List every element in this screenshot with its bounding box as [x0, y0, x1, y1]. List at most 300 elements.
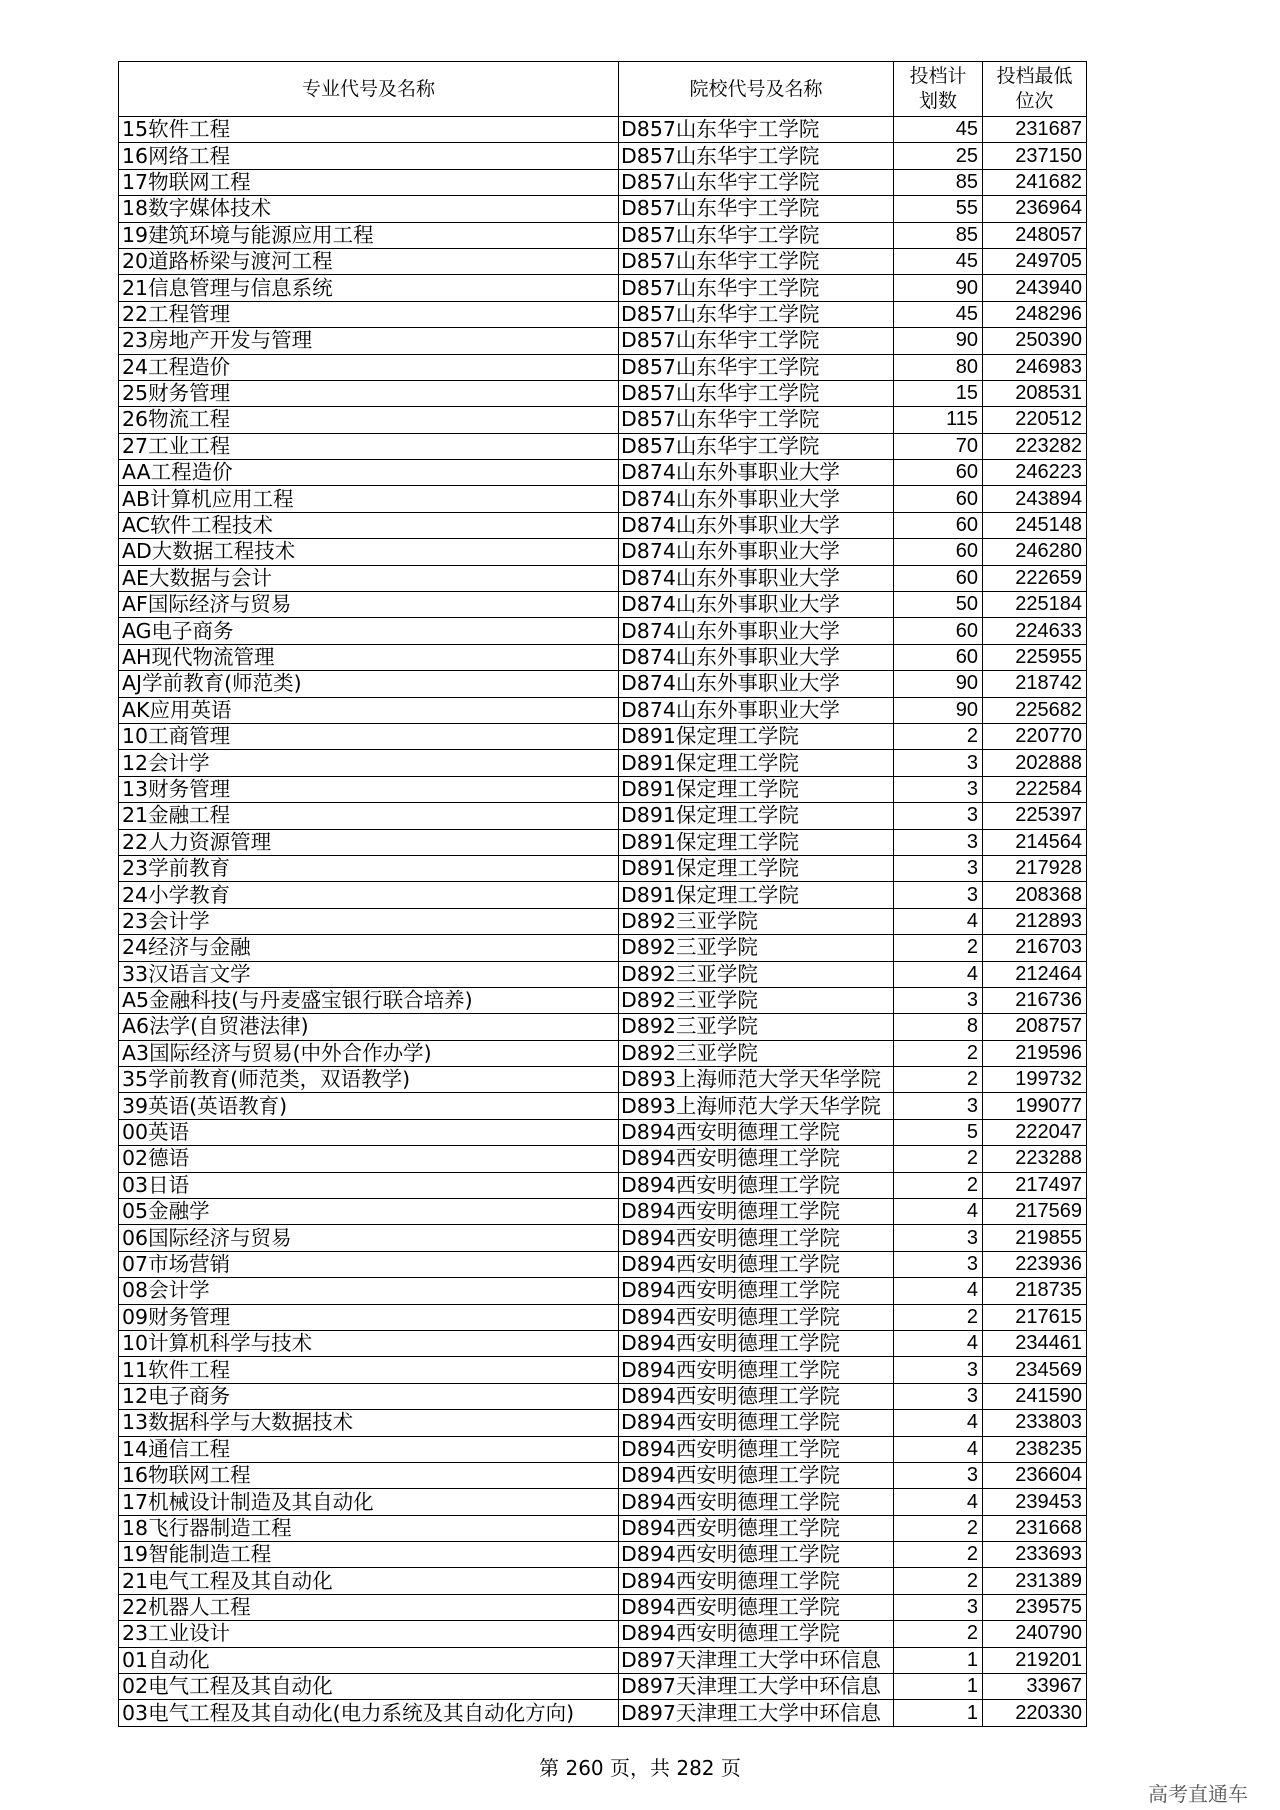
min-rank-cell: 220770 — [983, 723, 1087, 749]
table-row — [119, 1278, 1087, 1304]
major-cell: 23房地产开发与管理 — [119, 328, 619, 354]
table-row — [119, 433, 1087, 459]
min-rank-cell: 225184 — [983, 592, 1087, 618]
major-cell: 24经济与金融 — [119, 935, 619, 961]
table-row — [119, 1674, 1087, 1700]
major-cell: A6法学(自贸港法律) — [119, 1014, 619, 1040]
min-rank-cell: 236964 — [983, 196, 1087, 222]
school-cell: D894西安明德理工学院 — [619, 1436, 894, 1462]
min-rank-cell: 237150 — [983, 143, 1087, 169]
table-row — [119, 380, 1087, 406]
table-row — [119, 1251, 1087, 1277]
major-cell: 19建筑环境与能源应用工程 — [119, 222, 619, 248]
plan-count-cell: 3 — [894, 803, 983, 829]
table-row — [119, 1594, 1087, 1620]
major-cell: 23工业设计 — [119, 1621, 619, 1647]
table-row — [119, 1410, 1087, 1436]
table-row — [119, 460, 1087, 486]
min-rank-cell: 243940 — [983, 275, 1087, 301]
table-row — [119, 1172, 1087, 1198]
min-rank-cell: 214564 — [983, 829, 1087, 855]
major-cell: 23会计学 — [119, 908, 619, 934]
major-cell: A5金融科技(与丹麦盛宝银行联合培养) — [119, 987, 619, 1013]
table-row — [119, 169, 1087, 195]
min-rank-cell: 219855 — [983, 1225, 1087, 1251]
plan-count-cell: 3 — [894, 750, 983, 776]
plan-count-cell: 2 — [894, 1067, 983, 1093]
plan-count-cell: 45 — [894, 248, 983, 274]
school-cell: D857山东华宇工学院 — [619, 169, 894, 195]
major-cell: 17物联网工程 — [119, 169, 619, 195]
table-row — [119, 803, 1087, 829]
min-rank-cell: 212464 — [983, 961, 1087, 987]
school-cell: D857山东华宇工学院 — [619, 433, 894, 459]
school-cell: D891保定理工学院 — [619, 882, 894, 908]
major-cell: 24工程造价 — [119, 354, 619, 380]
plan-count-cell: 70 — [894, 433, 983, 459]
plan-count-cell: 2 — [894, 935, 983, 961]
min-rank-cell: 238235 — [983, 1436, 1087, 1462]
min-rank-cell: 231668 — [983, 1515, 1087, 1541]
major-cell: 21信息管理与信息系统 — [119, 275, 619, 301]
school-cell: D894西安明德理工学院 — [619, 1489, 894, 1515]
major-cell: 03日语 — [119, 1172, 619, 1198]
major-cell: 20道路桥梁与渡河工程 — [119, 248, 619, 274]
table-row — [119, 1489, 1087, 1515]
table-row — [119, 1146, 1087, 1172]
major-cell: 12电子商务 — [119, 1383, 619, 1409]
school-cell: D894西安明德理工学院 — [619, 1225, 894, 1251]
table-row — [119, 248, 1087, 274]
table-row — [119, 512, 1087, 538]
plan-count-cell: 80 — [894, 354, 983, 380]
plan-count-cell: 4 — [894, 1489, 983, 1515]
table-row — [119, 354, 1087, 380]
table-row — [119, 1093, 1087, 1119]
school-cell: D894西安明德理工学院 — [619, 1410, 894, 1436]
table-row — [119, 117, 1087, 143]
major-cell: AD大数据工程技术 — [119, 539, 619, 565]
table-row — [119, 1014, 1087, 1040]
table-row — [119, 1199, 1087, 1225]
major-cell: 22工程管理 — [119, 301, 619, 327]
table-row — [119, 829, 1087, 855]
admission-table — [118, 61, 1087, 1727]
table-row — [119, 1515, 1087, 1541]
major-cell: 39英语(英语教育) — [119, 1093, 619, 1119]
school-cell: D857山东华宇工学院 — [619, 407, 894, 433]
major-cell: 06国际经济与贸易 — [119, 1225, 619, 1251]
major-cell: 14通信工程 — [119, 1436, 619, 1462]
min-rank-cell: 218735 — [983, 1278, 1087, 1304]
table-row — [119, 539, 1087, 565]
min-rank-cell: 246983 — [983, 354, 1087, 380]
plan-count-cell: 4 — [894, 1199, 983, 1225]
school-cell: D891保定理工学院 — [619, 750, 894, 776]
major-cell: AF国际经济与贸易 — [119, 592, 619, 618]
table-row — [119, 723, 1087, 749]
min-rank-cell: 239575 — [983, 1594, 1087, 1620]
plan-count-cell: 2 — [894, 1515, 983, 1541]
min-rank-cell: 240790 — [983, 1621, 1087, 1647]
plan-count-cell: 1 — [894, 1700, 983, 1726]
plan-count-cell: 3 — [894, 829, 983, 855]
major-cell: 21金融工程 — [119, 803, 619, 829]
school-cell: D897天津理工大学中环信息 — [619, 1700, 894, 1726]
plan-count-cell: 3 — [894, 776, 983, 802]
table-row — [119, 644, 1087, 670]
school-cell: D857山东华宇工学院 — [619, 275, 894, 301]
header-major: 专业代号及名称 — [119, 62, 619, 117]
school-cell: D857山东华宇工学院 — [619, 248, 894, 274]
plan-count-cell: 4 — [894, 1330, 983, 1356]
major-cell: AB计算机应用工程 — [119, 486, 619, 512]
min-rank-cell: 218742 — [983, 671, 1087, 697]
table-row — [119, 565, 1087, 591]
major-cell: AE大数据与会计 — [119, 565, 619, 591]
table-row — [119, 750, 1087, 776]
header-plan-count: 投档计 划数 — [894, 62, 983, 117]
school-cell: D857山东华宇工学院 — [619, 380, 894, 406]
table-row — [119, 1568, 1087, 1594]
major-cell: 17机械设计制造及其自动化 — [119, 1489, 619, 1515]
plan-count-cell: 8 — [894, 1014, 983, 1040]
school-cell: D892三亚学院 — [619, 935, 894, 961]
min-rank-cell: 217497 — [983, 1172, 1087, 1198]
min-rank-cell: 208531 — [983, 380, 1087, 406]
plan-count-cell: 90 — [894, 328, 983, 354]
school-cell: D857山东华宇工学院 — [619, 328, 894, 354]
school-cell: D891保定理工学院 — [619, 855, 894, 881]
table-row — [119, 407, 1087, 433]
min-rank-cell: 224633 — [983, 618, 1087, 644]
table-row — [119, 855, 1087, 881]
plan-count-cell: 4 — [894, 961, 983, 987]
major-cell: 19智能制造工程 — [119, 1542, 619, 1568]
plan-count-cell: 60 — [894, 512, 983, 538]
min-rank-cell: 202888 — [983, 750, 1087, 776]
plan-count-cell: 3 — [894, 987, 983, 1013]
plan-count-cell: 45 — [894, 301, 983, 327]
major-cell: 11软件工程 — [119, 1357, 619, 1383]
major-cell: 01自动化 — [119, 1647, 619, 1673]
min-rank-cell: 33967 — [983, 1674, 1087, 1700]
major-cell: 12会计学 — [119, 750, 619, 776]
plan-count-cell: 3 — [894, 882, 983, 908]
min-rank-cell: 246223 — [983, 460, 1087, 486]
major-cell: 10计算机科学与技术 — [119, 1330, 619, 1356]
school-cell: D892三亚学院 — [619, 1040, 894, 1066]
major-cell: 10工商管理 — [119, 723, 619, 749]
major-cell: 24小学教育 — [119, 882, 619, 908]
plan-count-cell: 3 — [894, 1383, 983, 1409]
table-row — [119, 697, 1087, 723]
school-cell: D874山东外事职业大学 — [619, 697, 894, 723]
table-row — [119, 908, 1087, 934]
plan-count-cell: 3 — [894, 1251, 983, 1277]
major-cell: 21电气工程及其自动化 — [119, 1568, 619, 1594]
school-cell: D874山东外事职业大学 — [619, 671, 894, 697]
min-rank-cell: 208368 — [983, 882, 1087, 908]
min-rank-cell: 219596 — [983, 1040, 1087, 1066]
table-body — [119, 117, 1087, 1727]
min-rank-cell: 223288 — [983, 1146, 1087, 1172]
min-rank-cell: 239453 — [983, 1489, 1087, 1515]
table-row — [119, 1700, 1087, 1726]
min-rank-cell: 223936 — [983, 1251, 1087, 1277]
min-rank-cell: 222047 — [983, 1119, 1087, 1145]
min-rank-cell: 223282 — [983, 433, 1087, 459]
major-cell: AC软件工程技术 — [119, 512, 619, 538]
plan-count-cell: 3 — [894, 1093, 983, 1119]
school-cell: D874山东外事职业大学 — [619, 512, 894, 538]
min-rank-cell: 241682 — [983, 169, 1087, 195]
major-cell: 03电气工程及其自动化(电力系统及其自动化方向) — [119, 1700, 619, 1726]
major-cell: AA工程造价 — [119, 460, 619, 486]
plan-count-cell: 1 — [894, 1647, 983, 1673]
school-cell: D893上海师范大学天华学院 — [619, 1093, 894, 1119]
school-cell: D894西安明德理工学院 — [619, 1383, 894, 1409]
table-row — [119, 301, 1087, 327]
major-cell: 22人力资源管理 — [119, 829, 619, 855]
plan-count-cell: 2 — [894, 1304, 983, 1330]
major-cell: 07市场营销 — [119, 1251, 619, 1277]
min-rank-cell: 225682 — [983, 697, 1087, 723]
plan-count-cell: 4 — [894, 908, 983, 934]
school-cell: D891保定理工学院 — [619, 723, 894, 749]
school-cell: D874山东外事职业大学 — [619, 618, 894, 644]
plan-count-cell: 60 — [894, 539, 983, 565]
page-number: 第 260 页，共 282 页 — [539, 1756, 741, 1780]
school-cell: D891保定理工学院 — [619, 776, 894, 802]
table-row — [119, 1383, 1087, 1409]
min-rank-cell: 222659 — [983, 565, 1087, 591]
table-row — [119, 1119, 1087, 1145]
plan-count-cell: 60 — [894, 486, 983, 512]
plan-count-cell: 25 — [894, 143, 983, 169]
min-rank-cell: 248057 — [983, 222, 1087, 248]
major-cell: 18飞行器制造工程 — [119, 1515, 619, 1541]
min-rank-cell: 220330 — [983, 1700, 1087, 1726]
school-cell: D857山东华宇工学院 — [619, 222, 894, 248]
table-row — [119, 1067, 1087, 1093]
plan-count-cell: 45 — [894, 117, 983, 143]
table-row — [119, 1462, 1087, 1488]
table-row — [119, 618, 1087, 644]
school-cell: D874山东外事职业大学 — [619, 539, 894, 565]
min-rank-cell: 243894 — [983, 486, 1087, 512]
major-cell: 15软件工程 — [119, 117, 619, 143]
school-cell: D894西安明德理工学院 — [619, 1568, 894, 1594]
school-cell: D874山东外事职业大学 — [619, 592, 894, 618]
major-cell: 33汉语言文学 — [119, 961, 619, 987]
table-row — [119, 1357, 1087, 1383]
table-row — [119, 1436, 1087, 1462]
min-rank-cell: 233803 — [983, 1410, 1087, 1436]
plan-count-cell: 50 — [894, 592, 983, 618]
table-row — [119, 671, 1087, 697]
major-cell: 26物流工程 — [119, 407, 619, 433]
major-cell: AK应用英语 — [119, 697, 619, 723]
table-row — [119, 1304, 1087, 1330]
school-cell: D892三亚学院 — [619, 987, 894, 1013]
min-rank-cell: 199732 — [983, 1067, 1087, 1093]
school-cell: D894西安明德理工学院 — [619, 1330, 894, 1356]
min-rank-cell: 231687 — [983, 117, 1087, 143]
major-cell: 09财务管理 — [119, 1304, 619, 1330]
school-cell: D894西安明德理工学院 — [619, 1462, 894, 1488]
min-rank-cell: 212893 — [983, 908, 1087, 934]
school-cell: D894西安明德理工学院 — [619, 1594, 894, 1620]
plan-count-cell: 2 — [894, 1542, 983, 1568]
table-row — [119, 1225, 1087, 1251]
plan-count-cell: 2 — [894, 1621, 983, 1647]
major-cell: AJ学前教育(师范类) — [119, 671, 619, 697]
school-cell: D893上海师范大学天华学院 — [619, 1067, 894, 1093]
major-cell: A3国际经济与贸易(中外合作办学) — [119, 1040, 619, 1066]
major-cell: 23学前教育 — [119, 855, 619, 881]
min-rank-cell: 241590 — [983, 1383, 1087, 1409]
school-cell: D894西安明德理工学院 — [619, 1172, 894, 1198]
plan-count-cell: 4 — [894, 1436, 983, 1462]
major-cell: 27工业工程 — [119, 433, 619, 459]
min-rank-cell: 234461 — [983, 1330, 1087, 1356]
min-rank-cell: 248296 — [983, 301, 1087, 327]
table-row — [119, 1621, 1087, 1647]
plan-count-cell: 3 — [894, 1357, 983, 1383]
plan-count-cell: 90 — [894, 671, 983, 697]
table-row — [119, 1647, 1087, 1673]
plan-count-cell: 3 — [894, 1225, 983, 1251]
table-row — [119, 1040, 1087, 1066]
plan-count-cell: 2 — [894, 1172, 983, 1198]
table-row — [119, 935, 1087, 961]
school-cell: D892三亚学院 — [619, 1014, 894, 1040]
min-rank-cell: 250390 — [983, 328, 1087, 354]
header-min-rank: 投档最低 位次 — [983, 62, 1087, 117]
table-row — [119, 987, 1087, 1013]
min-rank-cell: 231389 — [983, 1568, 1087, 1594]
table-row — [119, 275, 1087, 301]
min-rank-cell: 249705 — [983, 248, 1087, 274]
major-cell: AG电子商务 — [119, 618, 619, 644]
school-cell: D857山东华宇工学院 — [619, 117, 894, 143]
school-cell: D892三亚学院 — [619, 908, 894, 934]
plan-count-cell: 3 — [894, 1462, 983, 1488]
plan-count-cell: 2 — [894, 1568, 983, 1594]
school-cell: D874山东外事职业大学 — [619, 644, 894, 670]
school-cell: D857山东华宇工学院 — [619, 196, 894, 222]
school-cell: D857山东华宇工学院 — [619, 143, 894, 169]
school-cell: D874山东外事职业大学 — [619, 460, 894, 486]
plan-count-cell: 15 — [894, 380, 983, 406]
table-row — [119, 1542, 1087, 1568]
plan-count-cell: 55 — [894, 196, 983, 222]
plan-count-cell: 3 — [894, 855, 983, 881]
school-cell: D874山东外事职业大学 — [619, 565, 894, 591]
plan-count-cell: 85 — [894, 169, 983, 195]
school-cell: D894西安明德理工学院 — [619, 1119, 894, 1145]
school-cell: D894西安明德理工学院 — [619, 1199, 894, 1225]
plan-count-cell: 4 — [894, 1410, 983, 1436]
min-rank-cell: 234569 — [983, 1357, 1087, 1383]
header-school: 院校代号及名称 — [619, 62, 894, 117]
plan-count-cell: 90 — [894, 275, 983, 301]
table-row — [119, 196, 1087, 222]
school-cell: D894西安明德理工学院 — [619, 1304, 894, 1330]
min-rank-cell: 199077 — [983, 1093, 1087, 1119]
plan-count-cell: 85 — [894, 222, 983, 248]
plan-count-cell: 4 — [894, 1278, 983, 1304]
min-rank-cell: 217569 — [983, 1199, 1087, 1225]
table-row — [119, 486, 1087, 512]
school-cell: D897天津理工大学中环信息 — [619, 1647, 894, 1673]
plan-count-cell: 3 — [894, 1594, 983, 1620]
plan-count-cell: 5 — [894, 1119, 983, 1145]
table-row — [119, 143, 1087, 169]
school-cell: D892三亚学院 — [619, 961, 894, 987]
major-cell: 16网络工程 — [119, 143, 619, 169]
watermark-text: 高考直通车 — [1148, 1782, 1248, 1806]
min-rank-cell: 219201 — [983, 1647, 1087, 1673]
plan-count-cell: 60 — [894, 644, 983, 670]
major-cell: 08会计学 — [119, 1278, 619, 1304]
school-cell: D891保定理工学院 — [619, 829, 894, 855]
major-cell: 00英语 — [119, 1119, 619, 1145]
min-rank-cell: 222584 — [983, 776, 1087, 802]
school-cell: D897天津理工大学中环信息 — [619, 1674, 894, 1700]
school-cell: D857山东华宇工学院 — [619, 301, 894, 327]
table-row — [119, 882, 1087, 908]
table-row — [119, 776, 1087, 802]
school-cell: D874山东外事职业大学 — [619, 486, 894, 512]
min-rank-cell: 216703 — [983, 935, 1087, 961]
min-rank-cell: 233693 — [983, 1542, 1087, 1568]
table-row — [119, 592, 1087, 618]
min-rank-cell: 225955 — [983, 644, 1087, 670]
major-cell: 35学前教育(师范类，双语教学) — [119, 1067, 619, 1093]
school-cell: D894西安明德理工学院 — [619, 1621, 894, 1647]
plan-count-cell: 60 — [894, 565, 983, 591]
major-cell: 02电气工程及其自动化 — [119, 1674, 619, 1700]
plan-count-cell: 115 — [894, 407, 983, 433]
min-rank-cell: 246280 — [983, 539, 1087, 565]
school-cell: D894西安明德理工学院 — [619, 1542, 894, 1568]
major-cell: 02德语 — [119, 1146, 619, 1172]
plan-count-cell: 2 — [894, 723, 983, 749]
major-cell: 05金融学 — [119, 1199, 619, 1225]
school-cell: D894西安明德理工学院 — [619, 1357, 894, 1383]
plan-count-cell: 2 — [894, 1040, 983, 1066]
min-rank-cell: 225397 — [983, 803, 1087, 829]
table-row — [119, 961, 1087, 987]
major-cell: 13数据科学与大数据技术 — [119, 1410, 619, 1436]
min-rank-cell: 216736 — [983, 987, 1087, 1013]
school-cell: D857山东华宇工学院 — [619, 354, 894, 380]
plan-count-cell: 60 — [894, 618, 983, 644]
school-cell: D894西安明德理工学院 — [619, 1515, 894, 1541]
min-rank-cell: 217928 — [983, 855, 1087, 881]
major-cell: 18数字媒体技术 — [119, 196, 619, 222]
school-cell: D894西安明德理工学院 — [619, 1278, 894, 1304]
table-row — [119, 1330, 1087, 1356]
school-cell: D891保定理工学院 — [619, 803, 894, 829]
table-row — [119, 222, 1087, 248]
major-cell: 16物联网工程 — [119, 1462, 619, 1488]
major-cell: 22机器人工程 — [119, 1594, 619, 1620]
plan-count-cell: 60 — [894, 460, 983, 486]
major-cell: AH现代物流管理 — [119, 644, 619, 670]
